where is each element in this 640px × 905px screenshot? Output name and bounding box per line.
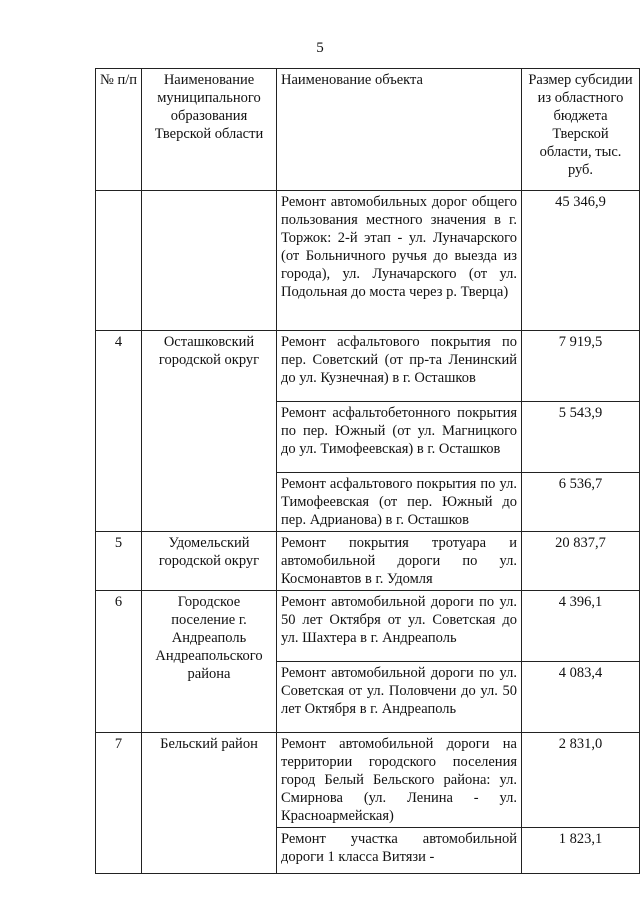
row-object: Ремонт автомобильных дорог общего пользования местного значения в г. Торжок: 2-й этап - ул. Луначарского (от Больничного ручья до выезда из города), ул. Луначарского (от ул. Подольная до моста через р. Тверца) bbox=[277, 191, 522, 331]
row-num: 7 bbox=[96, 733, 142, 874]
row-amount: 4 083,4 bbox=[522, 662, 640, 733]
row-num bbox=[96, 191, 142, 331]
subsidy-table bbox=[95, 68, 640, 874]
row-object: Ремонт участка автомобильной дороги 1 класса Витязи - bbox=[277, 828, 522, 874]
row-municipality: Удомельский городской округ bbox=[142, 532, 277, 591]
row-municipality: Бельский район bbox=[142, 733, 277, 874]
header-num: № п/п bbox=[96, 69, 142, 191]
table-row bbox=[96, 532, 640, 591]
table-row bbox=[96, 191, 640, 331]
row-object: Ремонт асфальтового покрытия по ул. Тимофеевская (от пер. Южный до пер. Адрианова) в г. Осташков bbox=[277, 473, 522, 532]
row-municipality bbox=[142, 191, 277, 331]
row-municipality: Городское поселение г. Андреаполь Андреапольского района bbox=[142, 591, 277, 733]
row-num: 5 bbox=[96, 532, 142, 591]
row-object: Ремонт асфальтобетонного покрытия по пер. Южный (от ул. Магницкого до ул. Тимофеевская) в г. Осташков bbox=[277, 402, 522, 473]
page-number: 5 bbox=[316, 40, 324, 56]
row-municipality: Осташковский городской округ bbox=[142, 331, 277, 532]
row-amount: 45 346,9 bbox=[522, 191, 640, 331]
table-row bbox=[96, 591, 640, 662]
header-amount: Размер субсидии из областного бюджета Тверской области, тыс. руб. bbox=[522, 69, 640, 191]
row-amount: 7 919,5 bbox=[522, 331, 640, 402]
table-row bbox=[96, 733, 640, 828]
row-object: Ремонт автомобильной дороги на территории городского поселения город Белый Бельского района: ул. Смирнова (ул. Ленина - ул. Красноармейская) bbox=[277, 733, 522, 828]
row-amount: 1 823,1 bbox=[522, 828, 640, 874]
row-amount: 5 543,9 bbox=[522, 402, 640, 473]
row-object: Ремонт асфальтового покрытия по пер. Советский (от пр-та Ленинский до ул. Кузнечная) в г. Осташков bbox=[277, 331, 522, 402]
row-num: 6 bbox=[96, 591, 142, 733]
row-amount: 2 831,0 bbox=[522, 733, 640, 828]
table-header-row bbox=[96, 69, 640, 191]
row-object: Ремонт автомобильной дороги по ул. 50 лет Октября от ул. Советская до ул. Шахтера в г. Андреаполь bbox=[277, 591, 522, 662]
row-object: Ремонт автомобильной дороги по ул. Советская от ул. Половчени до ул. 50 лет Октября в г. Андреаполь bbox=[277, 662, 522, 733]
row-amount: 4 396,1 bbox=[522, 591, 640, 662]
row-amount: 6 536,7 bbox=[522, 473, 640, 532]
table-row bbox=[96, 331, 640, 402]
header-municipality: Наименование муниципального образования Тверской области bbox=[142, 69, 277, 191]
row-amount: 20 837,7 bbox=[522, 532, 640, 591]
row-num: 4 bbox=[96, 331, 142, 532]
header-object: Наименование объекта bbox=[277, 69, 522, 191]
row-object: Ремонт покрытия тротуара и автомобильной дороги по ул. Космонавтов в г. Удомля bbox=[277, 532, 522, 591]
